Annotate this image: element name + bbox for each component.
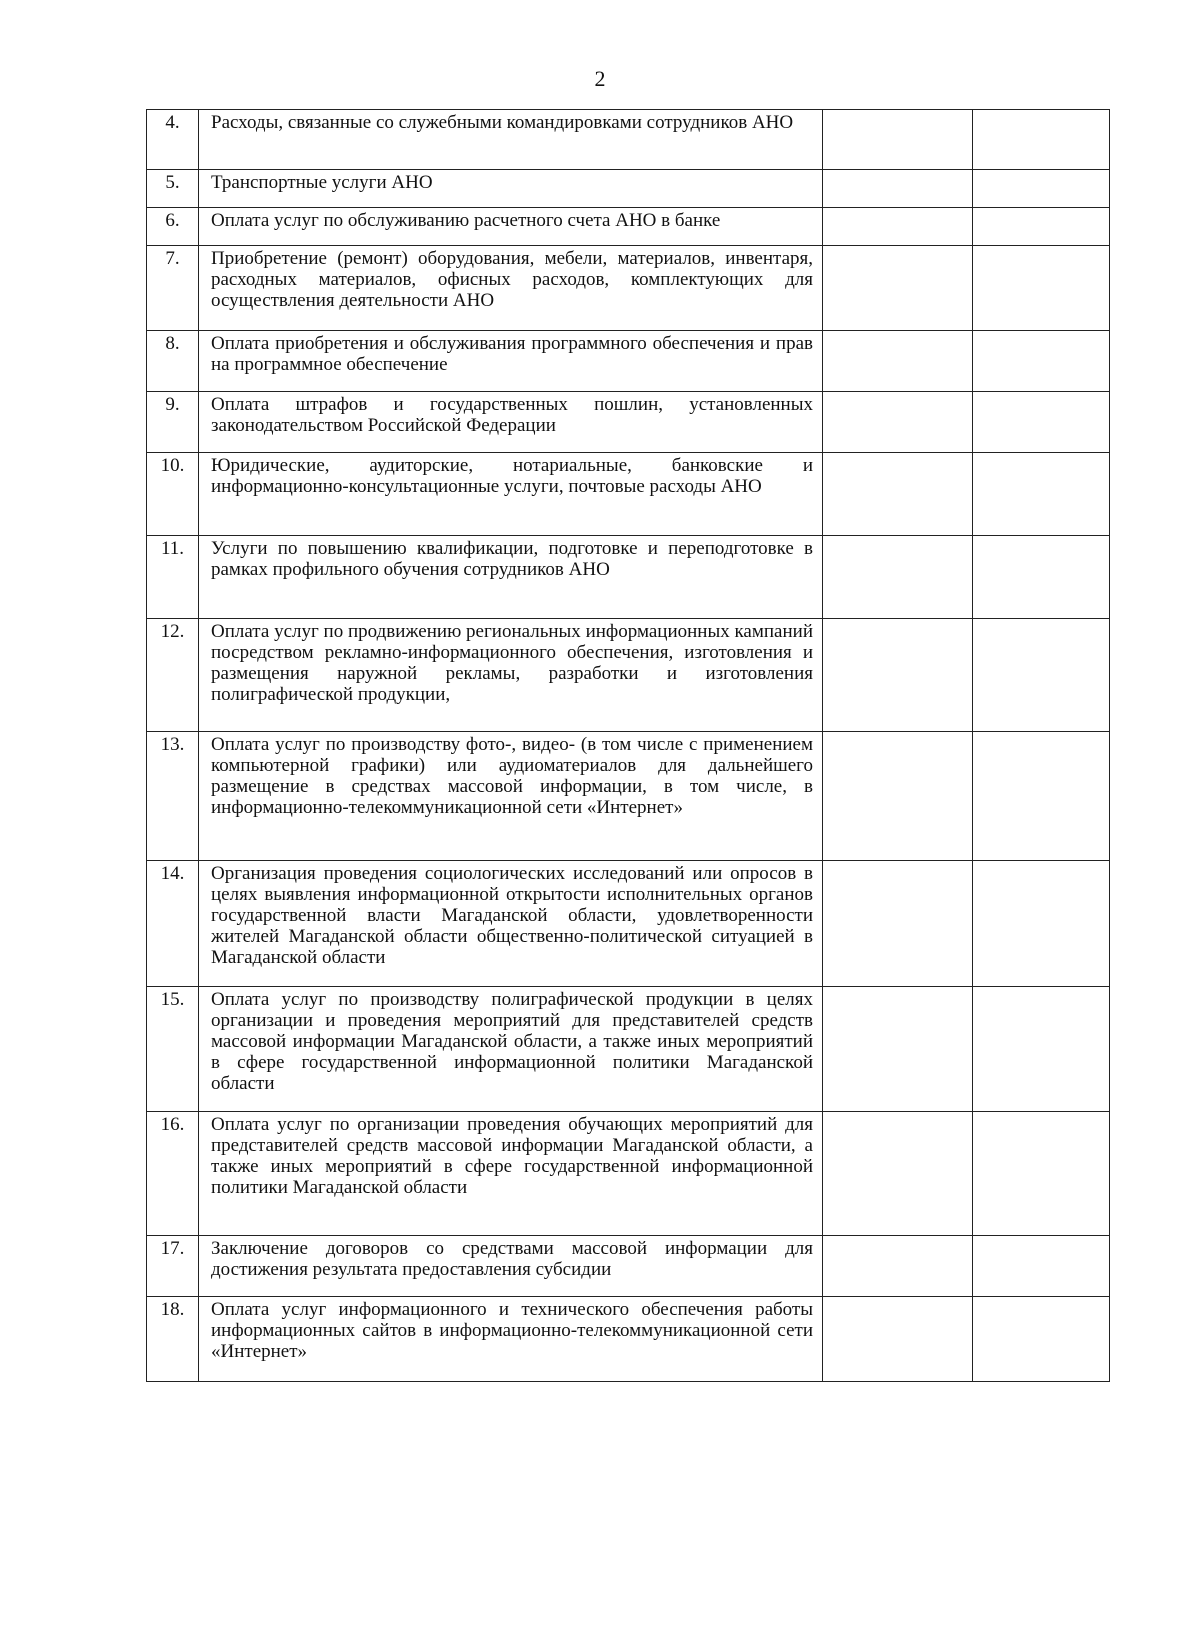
row-number: 11. [147,536,199,619]
row-description [199,536,823,619]
table-row [147,170,1110,208]
note-cell [973,536,1110,619]
row-description [199,1236,823,1297]
row-description-text: Оплата штрафов и государственных пошлин, установленных законодательством Российской Федерации [211,394,813,436]
row-description [199,987,823,1112]
row-description-text: Оплата услуг по организации проведения обучающих мероприятий для представителей средств массовой информации Магаданской области, а также иных мероприятий в сфере государственной информационной политики Магаданской области [211,1114,813,1198]
row-description-text: Оплата приобретения и обслуживания программного обеспечения и прав на программное обеспечение [211,333,813,375]
row-description [199,1112,823,1236]
amount-cell [823,536,973,619]
amount-cell [823,110,973,170]
row-description [199,170,823,208]
row-number: 15. [147,987,199,1112]
row-description [199,453,823,536]
row-description-text: Услуги по повышению квалификации, подготовке и переподготовке в рамках профильного обучения сотрудников АНО [211,538,813,580]
table-row [147,536,1110,619]
note-cell [973,170,1110,208]
amount-cell [823,170,973,208]
table-row [147,246,1110,331]
table-row [147,453,1110,536]
row-description [199,246,823,331]
table-row [147,861,1110,987]
row-number: 4. [147,110,199,170]
amount-cell [823,1297,973,1382]
row-number: 16. [147,1112,199,1236]
table-row [147,208,1110,246]
amount-cell [823,619,973,732]
amount-cell [823,861,973,987]
note-cell [973,246,1110,331]
row-number: 5. [147,170,199,208]
table-row [147,619,1110,732]
row-description [199,331,823,392]
table-row [147,987,1110,1112]
note-cell [973,208,1110,246]
note-cell [973,861,1110,987]
expense-table [146,109,1110,1382]
amount-cell [823,732,973,861]
row-description-text: Заключение договоров со средствами массовой информации для достижения результата предоставления субсидии [211,1238,813,1280]
amount-cell [823,1236,973,1297]
row-description [199,208,823,246]
table-row [147,110,1110,170]
note-cell [973,110,1110,170]
row-number: 7. [147,246,199,331]
table-row [147,392,1110,453]
row-number: 9. [147,392,199,453]
row-number: 14. [147,861,199,987]
table-row [147,331,1110,392]
table-row [147,1236,1110,1297]
amount-cell [823,208,973,246]
note-cell [973,732,1110,861]
note-cell [973,1112,1110,1236]
row-description [199,861,823,987]
row-description-text: Оплата услуг по продвижению региональных информационных кампаний посредством рекламно-информационного обеспечения, изготовления и размещения наружной рекламы, разработки и изготовления полиграфической продукции, [211,621,813,705]
note-cell [973,453,1110,536]
row-number: 17. [147,1236,199,1297]
row-description-text: Оплата услуг по производству фото-, видео- (в том числе с применением компьютерной графики) или аудиоматериалов для дальнейшего размещение в средствах массовой информации, в том числе, в информационно-телекоммуникационной сети «Интернет» [211,734,813,818]
table-row [147,1297,1110,1382]
row-description-text: Расходы, связанные со служебными командировками сотрудников АНО [211,112,794,133]
note-cell [973,1236,1110,1297]
note-cell [973,619,1110,732]
row-description-text: Оплата услуг по производству полиграфической продукции в целях организации и проведения мероприятий для представителей средств массовой информации Магаданской области, а также иных мероприятий в сфере государственной информационной политики Магаданской области [211,989,813,1094]
row-description [199,732,823,861]
row-description [199,110,823,170]
table-row [147,1112,1110,1236]
table-row [147,732,1110,861]
row-number: 12. [147,619,199,732]
page-number: 2 [594,66,606,91]
amount-cell [823,392,973,453]
row-number: 6. [147,208,199,246]
row-number: 18. [147,1297,199,1382]
row-number: 10. [147,453,199,536]
row-description-text: Приобретение (ремонт) оборудования, мебели, материалов, инвентаря, расходных материалов, офисных расходов, комплектующих для осуществления деятельности АНО [211,248,813,311]
amount-cell [823,453,973,536]
row-description-text: Транспортные услуги АНО [211,172,433,193]
note-cell [973,331,1110,392]
row-description-text: Оплата услуг по обслуживанию расчетного счета АНО в банке [211,210,721,231]
row-description [199,392,823,453]
row-description [199,1297,823,1382]
row-number: 13. [147,732,199,861]
note-cell [973,392,1110,453]
note-cell [973,1297,1110,1382]
row-description-text: Оплата услуг информационного и технического обеспечения работы информационных сайтов в информационно-телекоммуникационной сети «Интернет» [211,1299,813,1362]
amount-cell [823,987,973,1112]
row-description [199,619,823,732]
row-number: 8. [147,331,199,392]
amount-cell [823,246,973,331]
amount-cell [823,1112,973,1236]
row-description-text: Организация проведения социологических исследований или опросов в целях выявления информационной открытости исполнительных органов государственной власти Магаданской области, удовлетворенности жителей Магаданской области общественно-политической ситуацией в Магаданской области [211,863,813,968]
amount-cell [823,331,973,392]
row-description-text: Юридические, аудиторские, нотариальные, банковские и информационно-консультационные услуги, почтовые расходы АНО [211,455,813,497]
note-cell [973,987,1110,1112]
